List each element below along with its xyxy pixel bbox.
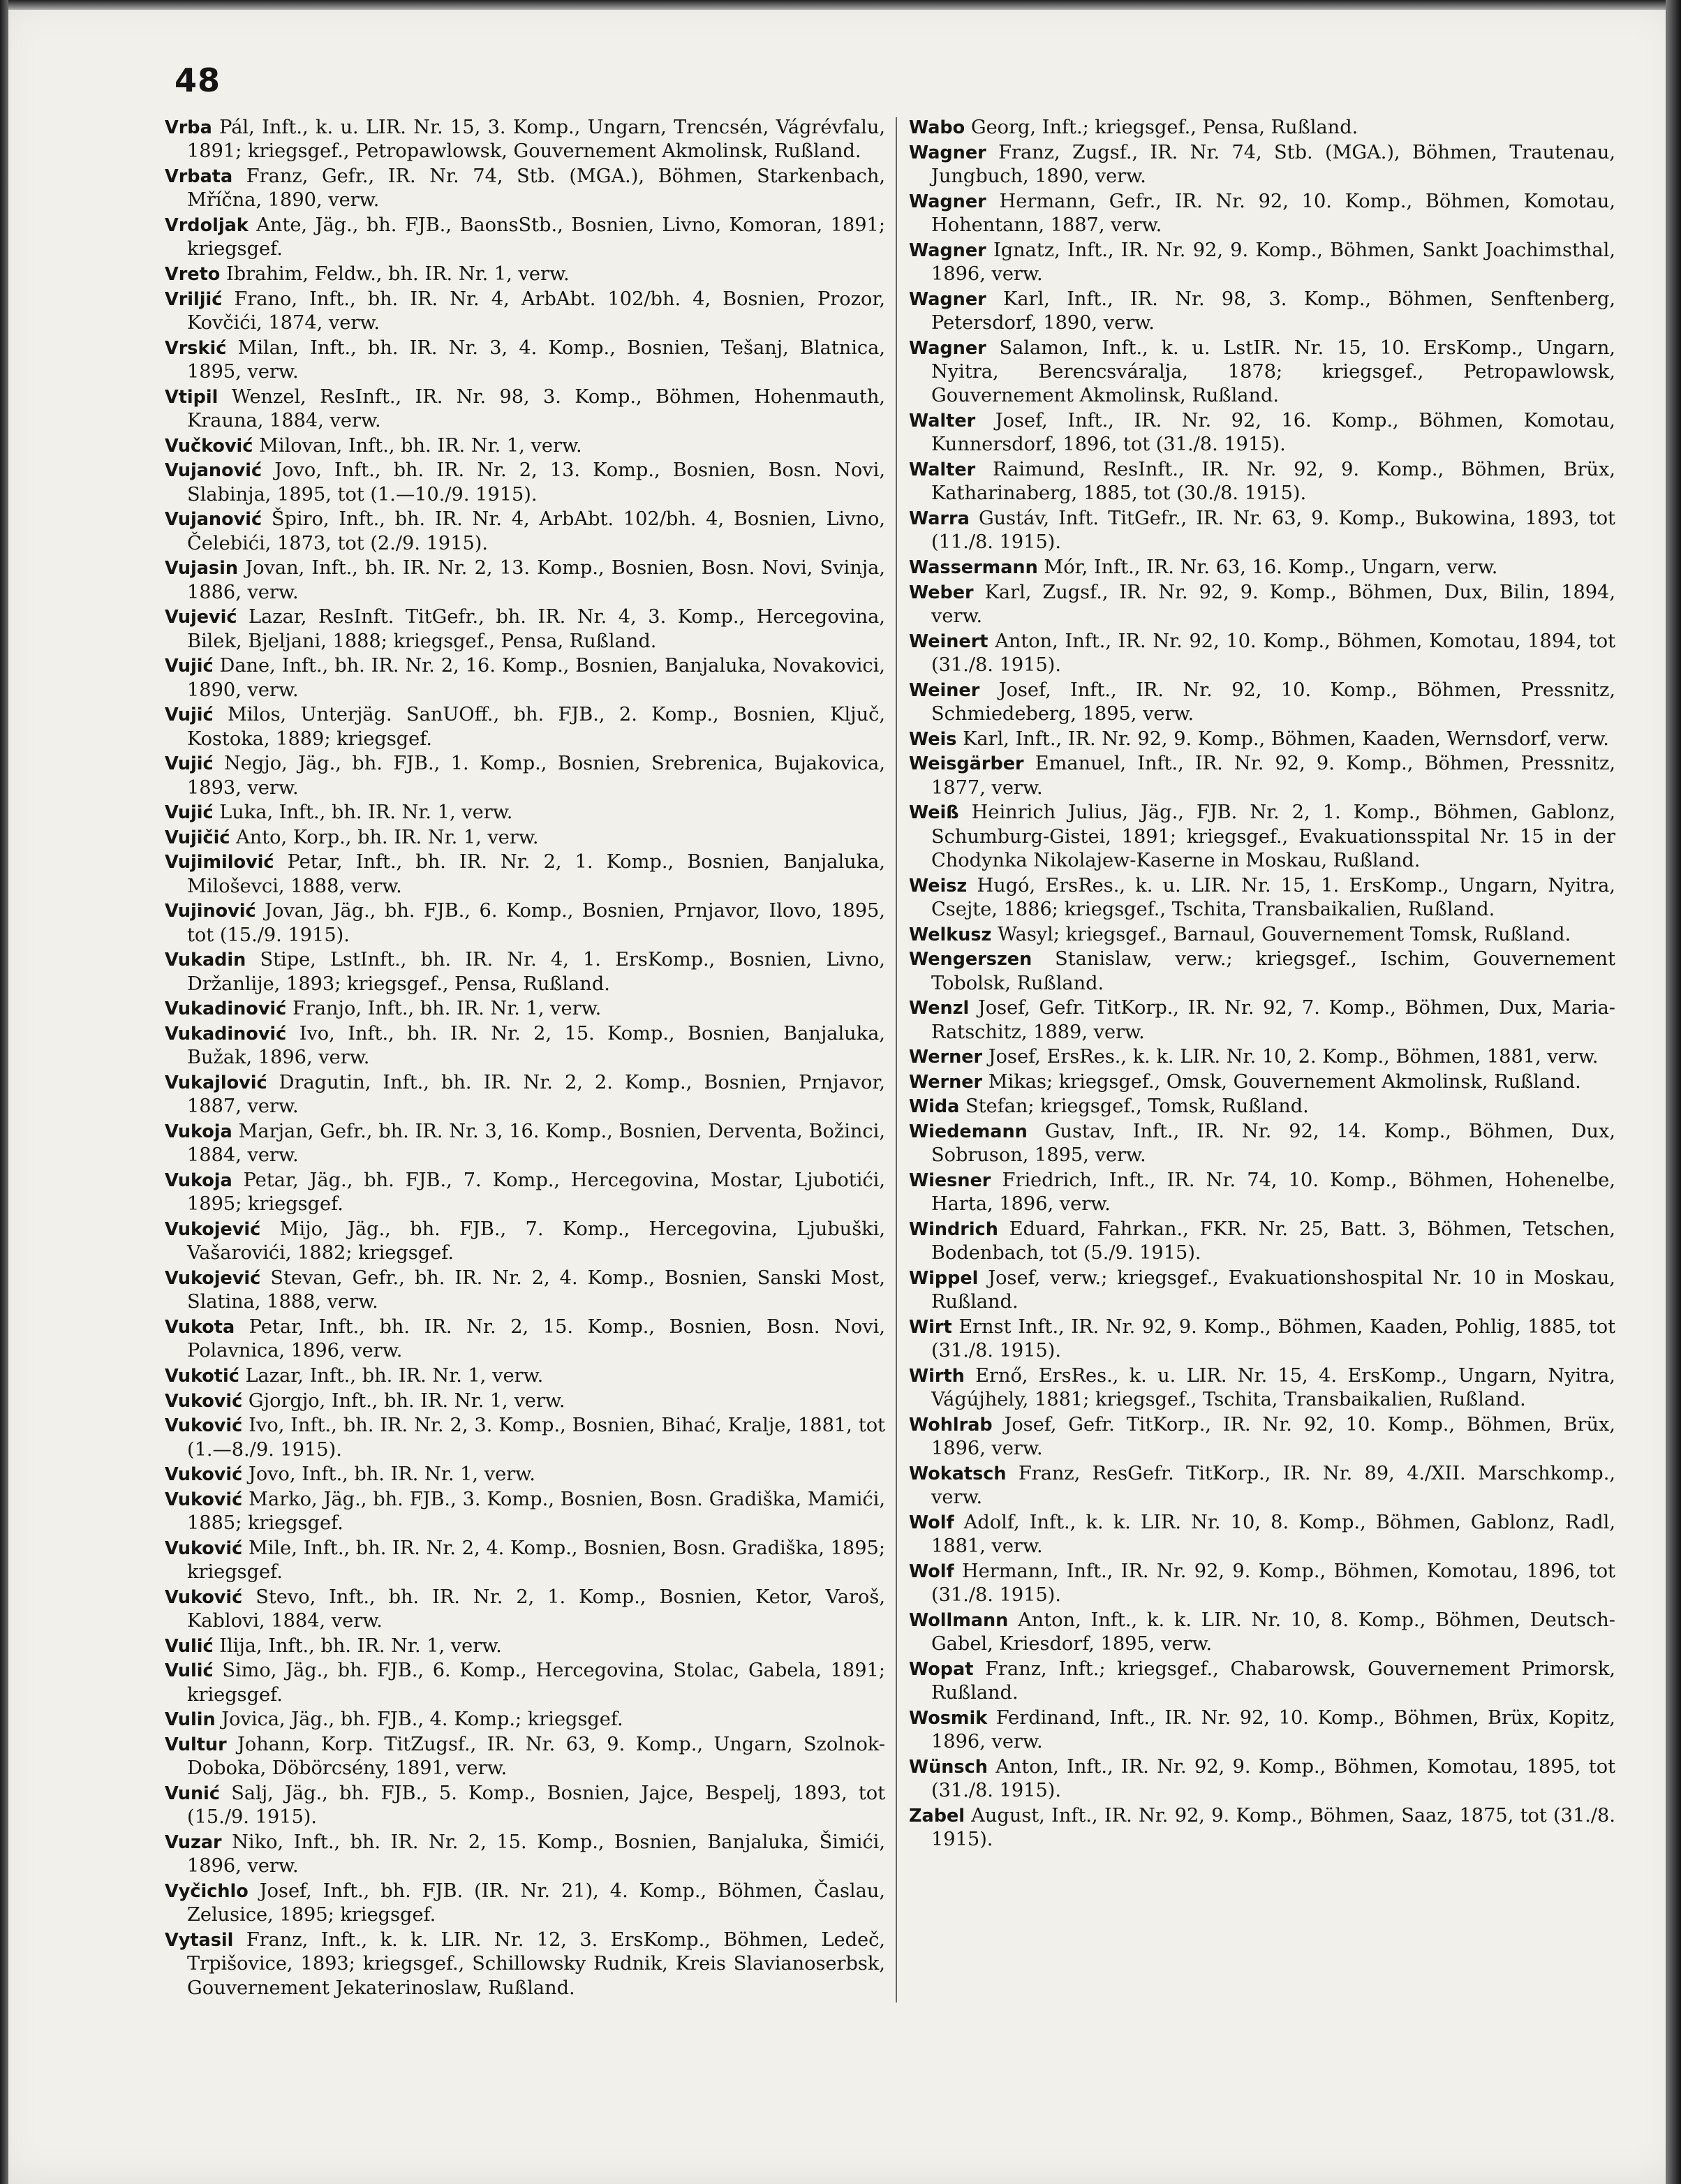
entry-surname: Weber [909,582,974,603]
list-entry [909,1609,1615,1657]
list-entry [165,1537,885,1585]
entry-surname: Warra [909,508,970,529]
entry-surname: Wünsch [909,1756,988,1778]
entry-surname: Vukotić [165,1365,239,1387]
entry-surname: Vuković [165,1537,243,1559]
list-entry [165,1315,885,1364]
entry-surname: Vuković [165,1390,243,1412]
entry-details: Jovo, Inft., bh. IR. Nr. 1, verw. [248,1463,535,1486]
entry-details: Ante, Jäg., bh. FJB., BaonsStb., Bosnien, Livno, Komoran, 1891; kriegsgef. [187,214,885,260]
entry-details: Lazar, Inft., bh. IR. Nr. 1, verw. [245,1364,544,1387]
list-entry [909,1462,1615,1510]
entry-details: Ernő, ErsRes., k. u. LIR. Nr. 15, 4. ErsKomp., Ungarn, Nyitra, Vágújhely, 1881; kriegsgef., Tschita, Transbaikalien, Rußland. [931,1364,1615,1411]
entry-surname: Wabo [909,117,965,138]
entry-surname: Vulin [165,1709,216,1731]
entry-surname: Vulić [165,1635,214,1657]
list-entry [165,1463,885,1486]
entry-details: Adolf, Inft., k. k. LIR. Nr. 10, 8. Komp., Böhmen, Gablonz, Radl, 1881, verw. [931,1511,1615,1558]
entry-details: Franz, Inft., k. k. LIR. Nr. 12, 3. ErsKomp., Böhmen, Ledeč, Trpišovice, 1893; kriegsgef., Schillowsky Rudnik, Kreis Slavianoserbsk, Gouvernement Jekaterinoslaw, Rußland. [187,1928,885,1999]
entry-details: Stevo, Inft., bh. IR. Nr. 2, 1. Komp., Bosnien, Ketor, Varoš, Kablovi, 1884, verw. [187,1586,885,1632]
entry-surname: Wagner [909,142,986,163]
entry-details: Ferdinand, Inft., IR. Nr. 92, 10. Komp., Böhmen, Brüx, Kopitz, 1896, verw. [931,1706,1615,1753]
entry-details: Niko, Inft., bh. IR. Nr. 2, 15. Komp., Bosnien, Banjaluka, Šimići, 1896, verw. [187,1831,885,1877]
list-entry [909,1070,1615,1094]
entry-surname: Vujić [165,753,214,775]
entry-details: Negjo, Jäg., bh. FJB., 1. Komp., Bosnien, Srebrenica, Bujakovica, 1893, verw. [187,753,885,799]
entry-details: Karl, Inft., IR. Nr. 98, 3. Komp., Böhmen, Senftenberg, Petersdorf, 1890, verw. [931,288,1615,334]
entry-details: Dane, Inft., bh. IR. Nr. 2, 16. Komp., Bosnien, Banjaluka, Novakovici, 1890, verw. [187,655,885,701]
list-entry [165,337,885,385]
list-entry [165,1071,885,1119]
entry-surname: Vujić [165,704,214,726]
entry-details: Jovo, Inft., bh. IR. Nr. 2, 13. Komp., Bosnien, Bosn. Novi, Slabinja, 1895, tot (1.—10./9. 1915). [187,459,885,506]
entry-details: Jovan, Inft., bh. IR. Nr. 2, 13. Komp., Bosnien, Bosn. Novi, Svinja, 1886, verw. [187,557,885,603]
entry-surname: Wolf [909,1512,954,1533]
list-entry [909,1218,1615,1266]
list-entry [909,458,1615,506]
entry-surname: Vunić [165,1783,220,1804]
entry-details: Špiro, Inft., bh. IR. Nr. 4, ArbAbt. 102/bh. 4, Bosnien, Livno, Čelebići, 1873, tot (2./9. 1915). [187,508,885,554]
list-entry [165,1267,885,1315]
entry-details: Ignatz, Inft., IR. Nr. 92, 9. Komp., Böhmen, Sankt Joachimsthal, 1896, verw. [931,239,1615,285]
list-entry [909,752,1615,800]
list-entry [165,1022,885,1070]
entry-details: Stanislaw, verw.; kriegsgef., Ischim, Gouvernement Tobolsk, Rußland. [931,948,1615,994]
entry-details: Josef, verw.; kriegsgef., Evakuationshospital Nr. 10 in Moskau, Rußland. [931,1267,1615,1313]
entry-surname: Vrbata [165,166,233,187]
entry-details: Mijo, Jäg., bh. FJB., 7. Komp., Hercegovina, Ljubuški, Vašarovići, 1882; kriegsgef. [187,1218,885,1264]
list-entry [909,728,1615,751]
list-entry [909,239,1615,287]
list-entry [165,948,885,996]
list-entry [909,996,1615,1045]
list-entry [165,508,885,556]
entry-details: Raimund, ResInft., IR. Nr. 92, 9. Komp., Böhmen, Brüx, Katharinaberg, 1885, tot (30./8. 1915). [931,459,1615,505]
entry-surname: Werner [909,1047,983,1068]
entry-surname: Vuković [165,1586,243,1608]
entry-details: Wasyl; kriegsgef., Barnaul, Gouvernement Tomsk, Rußland. [998,923,1571,945]
entry-surname: Vučković [165,435,253,457]
entry-surname: Vrba [165,117,212,138]
entry-surname: Vultur [165,1734,227,1755]
list-entry [165,1708,885,1732]
entry-surname: Vulić [165,1660,214,1682]
entry-details: Heinrich Julius, Jäg., FJB. Nr. 2, 1. Komp., Böhmen, Gablonz, Schumburg-Gistei, 1891; kriegsgef., Evakuationsspital Nr. 15 in der Chodynka Nikolajew-Kaserne in Moskau, Rußland. [931,802,1615,871]
entry-details: Josef, ErsRes., k. k. LIR. Nr. 10, 2. Komp., Böhmen, 1881, verw. [988,1046,1599,1068]
entry-surname: Vrskić [165,337,227,359]
list-entry [165,1218,885,1266]
entry-surname: Vuković [165,1464,243,1486]
entry-details: Franz, Zugsf., IR. Nr. 74, Stb. (MGA.), Böhmen, Trautenau, Jungbuch, 1890, verw. [931,141,1615,187]
entry-details: Eduard, Fahrkan., FKR. Nr. 25, Batt. 3, Böhmen, Tetschen, Bodenbach, tot (5./9. 1915). [931,1218,1615,1264]
entry-surname: Vukota [165,1316,235,1338]
entry-details: Mikas; kriegsgef., Omsk, Gouvernement Akmolinsk, Rußland. [988,1070,1581,1093]
entry-surname: Wokatsch [909,1463,1007,1484]
entry-surname: Wagner [909,288,986,310]
entry-details: Petar, Inft., bh. IR. Nr. 2, 15. Komp., Bosnien, Bosn. Novi, Polavnica, 1896, verw. [187,1315,885,1362]
entry-details: Karl, Zugsf., IR. Nr. 92, 9. Komp., Böhmen, Dux, Bilin, 1894, verw. [931,581,1615,627]
entry-surname: Vyčichlo [165,1880,249,1902]
entry-surname: Vukoja [165,1121,232,1142]
entry-details: Emanuel, Inft., IR. Nr. 92, 9. Komp., Böhmen, Pressnitz, 1877, verw. [931,753,1615,799]
entry-details: Hermann, Gefr., IR. Nr. 92, 10. Komp., Böhmen, Komotau, Hohentann, 1887, verw. [931,190,1615,236]
entry-details: Ivo, Inft., bh. IR. Nr. 2, 3. Komp., Bosnien, Bihać, Kralje, 1881, tot (1.—8./9. 1915). [187,1415,885,1461]
entry-surname: Weis [909,728,957,750]
list-entry [165,288,885,336]
list-entry [165,850,885,899]
entry-details: Marko, Jäg., bh. FJB., 3. Komp., Bosnien, Bosn. Gradiška, Mamići, 1885; kriegsgef. [187,1488,885,1535]
entry-details: Milan, Inft., bh. IR. Nr. 3, 4. Komp., Bosnien, Tešanj, Blatnica, 1895, verw. [187,337,885,383]
list-entry [165,605,885,654]
list-entry [165,1488,885,1536]
entry-surname: Wolf [909,1560,954,1582]
list-entry [909,581,1615,629]
list-entry [165,1364,885,1388]
entry-surname: Vujasin [165,558,239,580]
list-entry [165,801,885,825]
list-entry [165,385,885,434]
entry-surname: Vujinović [165,901,256,922]
entry-details: Anton, Inft., k. k. LIR. Nr. 10, 8. Komp., Böhmen, Deutsch-Gabel, Kriesdorf, 1895, verw. [931,1609,1615,1655]
list-entry [165,1635,885,1658]
list-entry [165,1928,885,2000]
list-entry [165,752,885,800]
entry-details: Anton, Inft., IR. Nr. 92, 10. Komp., Böhmen, Komotau, 1894, tot (31./8. 1915). [931,630,1615,676]
entry-details: Ernst Inft., IR. Nr. 92, 9. Komp., Böhmen, Kaaden, Pohlig, 1885, tot (31./8. 1915). [931,1315,1615,1362]
entry-surname: Vujić [165,656,214,677]
list-entry [909,190,1615,238]
list-entry [165,1831,885,1879]
entry-surname: Vukojević [165,1267,261,1289]
entry-details: Milos, Unterjäg. SanUOff., bh. FJB., 2. Komp., Bosnien, Ključ, Kostoka, 1889; kriegsgef. [187,704,885,750]
entry-details: Josef, Inft., IR. Nr. 92, 10. Komp., Böhmen, Pressnitz, Schmiedeberg, 1895, verw. [931,679,1615,725]
entry-surname: Vukoja [165,1170,232,1191]
entry-details: Anton, Inft., IR. Nr. 92, 9. Komp., Böhmen, Komotau, 1895, tot (31./8. 1915). [931,1755,1615,1802]
entry-details: Jovica, Jäg., bh. FJB., 4. Komp.; kriegsgef. [221,1709,623,1731]
entry-details: Simo, Jäg., bh. FJB., 6. Komp., Hercegovina, Stolac, Gabela, 1891; kriegsgef. [187,1660,885,1706]
entry-details: Josef, Inft., IR. Nr. 92, 16. Komp., Böhmen, Komotau, Kunnersdorf, 1896, tot (31./8. 1915). [931,410,1615,456]
list-entry [165,1659,885,1707]
entry-surname: Wosmik [909,1707,988,1729]
entry-details: Josef, Inft., bh. FJB. (IR. Nr. 21), 4. Komp., Böhmen, Časlau, Zelusice, 1895; kriegsgef. [187,1880,885,1926]
entry-surname: Vuzar [165,1831,222,1853]
list-entry [909,923,1615,947]
entry-details: Anto, Korp., bh. IR. Nr. 1, verw. [236,826,539,848]
entry-details: Josef, Gefr. TitKorp., IR. Nr. 92, 10. Komp., Böhmen, Brüx, 1896, verw. [931,1413,1615,1460]
entry-surname: Wirt [909,1316,952,1338]
entry-surname: Wiesner [909,1170,991,1191]
entry-details: Mór, Inft., IR. Nr. 63, 16. Komp., Ungarn, verw. [1044,556,1498,578]
list-entry [909,1169,1615,1217]
list-entry [909,801,1615,873]
entry-surname: Wenzl [909,998,970,1019]
entry-surname: Vujanović [165,460,262,482]
entry-surname: Wollmann [909,1609,1009,1631]
list-entry [165,165,885,213]
entry-surname: Vuković [165,1415,243,1437]
entry-details: Mile, Inft., bh. IR. Nr. 2, 4. Komp., Bosnien, Bosn. Gradiška, 1895; kriegsgef. [187,1537,885,1584]
entry-details: Georg, Inft.; kriegsgef., Pensa, Rußland. [970,117,1358,138]
entry-details: Karl, Inft., IR. Nr. 92, 9. Komp., Böhmen, Kaaden, Wernsdorf, verw. [963,728,1609,750]
entry-surname: Vujić [165,802,214,824]
entry-surname: Werner [909,1071,983,1093]
list-entry [165,214,885,262]
list-entry [909,409,1615,457]
list-entry [909,1045,1615,1069]
entry-surname: Vujanović [165,509,262,531]
entry-details: Gjorgjo, Inft., bh. IR. Nr. 1, verw. [248,1389,565,1412]
list-entry [909,1511,1615,1559]
entry-surname: Wagner [909,239,986,261]
entry-details: Ivo, Inft., bh. IR. Nr. 2, 15. Komp., Bosnien, Banjaluka, Bužak, 1896, verw. [187,1022,885,1069]
entry-surname: Wagner [909,337,986,359]
entry-surname: Vtipil [165,386,219,408]
list-entry [165,1782,885,1830]
entry-details: Ilija, Inft., bh. IR. Nr. 1, verw. [219,1635,502,1657]
list-entry [165,459,885,507]
entry-surname: Wippel [909,1267,979,1289]
entry-surname: Weisz [909,875,968,897]
entry-details: Jovan, Jäg., bh. FJB., 6. Komp., Bosnien, Prnjavor, Ilovo, 1895, tot (15./9. 1915). [187,900,885,946]
list-entry [909,1120,1615,1168]
entry-surname: Weisgärber [909,753,1024,775]
column-divider [896,117,897,2002]
list-entry [165,556,885,605]
list-entry [909,337,1615,408]
list-entry [909,947,1615,996]
list-entry [165,826,885,850]
entry-details: Gustav, Inft., IR. Nr. 92, 14. Komp., Böhmen, Dux, Sobruson, 1895, verw. [931,1120,1615,1167]
entry-surname: Wiedemann [909,1121,1028,1142]
entry-details: Stipe, LstInft., bh. IR. Nr. 4, 1. ErsKomp., Bosnien, Livno, Držanlije, 1893; kriegsgef., Pensa, Rußland. [187,949,885,995]
entry-surname: Wohlrab [909,1414,993,1436]
list-entry [909,630,1615,678]
entry-details: Milovan, Inft., bh. IR. Nr. 1, verw. [259,434,582,457]
entry-surname: Wida [909,1096,960,1118]
list-entry [909,507,1615,555]
entry-details: Franz, ResGefr. TitKorp., IR. Nr. 89, 4./XII. Marschkomp., verw. [931,1462,1615,1509]
list-entry [909,1364,1615,1412]
entry-details: Salj, Jäg., bh. FJB., 5. Komp., Bosnien, Jajce, Bespelj, 1893, tot (15./9. 1915). [187,1782,885,1829]
list-entry [909,874,1615,922]
entry-details: Petar, Jäg., bh. FJB., 7. Komp., Hercegovina, Mostar, Ljubotići, 1895; kriegsgef. [187,1169,885,1216]
left-column [165,116,885,2001]
entry-details: Salamon, Inft., k. u. LstIR. Nr. 15, 10. ErsKomp., Ungarn, Nyitra, Berencsváralja, 1878; kriegsgef., Petropawlowsk, Gouvernement Akmolinsk, Rußland. [931,337,1615,407]
entry-surname: Wirth [909,1365,965,1387]
entry-details: Lazar, ResInft. TitGefr., bh. IR. Nr. 4, 3. Komp., Hercegovina, Bilek, Bjeljani, 1888; kriegsgef., Pensa, Rußland. [187,606,885,652]
entry-surname: Weinert [909,630,988,652]
list-entry [909,1804,1615,1852]
entry-surname: Vukadin [165,950,246,971]
list-entry [909,1706,1615,1755]
entry-surname: Wopat [909,1658,974,1680]
list-entry [165,703,885,751]
entry-details: Pál, Inft., k. u. LIR. Nr. 15, 3. Komp., Ungarn, Trencsén, Vágrévfalu, 1891; kriegsgef., Petropawlowsk, Gouvernement Akmolinsk, Rußland. [187,117,885,163]
list-entry [909,1315,1615,1364]
entry-details: Wenzel, ResInft., IR. Nr. 98, 3. Komp., Böhmen, Hohenmauth, Krauna, 1884, verw. [187,385,885,431]
list-entry [165,654,885,702]
list-entry [165,1733,885,1781]
entry-surname: Weiner [909,679,980,701]
list-entry [909,1267,1615,1315]
entry-surname: Vytasil [165,1929,234,1951]
list-entry [165,1169,885,1217]
entry-surname: Vriljić [165,288,223,310]
list-entry [165,263,885,286]
list-entry [165,1389,885,1413]
entry-surname: Vujičić [165,827,230,848]
list-entry [909,679,1615,727]
scan-edge-left [0,0,8,2184]
entry-surname: Walter [909,411,976,431]
entry-surname: Welkusz [909,924,992,945]
entry-details: Gustáv, Inft. TitGefr., IR. Nr. 63, 9. Komp., Bukowina, 1893, tot (11./8. 1915). [931,508,1615,554]
list-entry [909,1095,1615,1119]
list-entry [165,997,885,1021]
list-entry [909,1560,1615,1608]
entry-surname: Windrich [909,1218,998,1240]
entry-surname: Vukadinović [165,1023,287,1045]
scan-edge-right [1666,0,1681,2184]
entry-surname: Vrdoljak [165,215,249,236]
entry-surname: Vujević [165,607,237,628]
list-entry [909,1413,1615,1461]
entry-details: Franz, Inft.; kriegsgef., Chabarowsk, Gouvernement Primorsk, Rußland. [931,1658,1615,1704]
list-entry [165,1120,885,1168]
entry-details: August, Inft., IR. Nr. 92, 9. Komp., Böhmen, Saaz, 1875, tot (31./8. 1915). [931,1804,1615,1851]
list-entry [165,899,885,947]
entry-surname: Vujimilović [165,852,274,873]
entry-details: Franz, Gefr., IR. Nr. 74, Stb. (MGA.), Böhmen, Starkenbach, Mříčna, 1890, verw. [187,165,885,212]
entry-details: Hermann, Inft., IR. Nr. 92, 9. Komp., Böhmen, Komotau, 1896, tot (31./8. 1915). [931,1560,1615,1607]
entry-surname: Vuković [165,1489,243,1510]
entry-surname: Wengerszen [909,949,1032,971]
entry-surname: Walter [909,459,976,480]
entry-details: Josef, Gefr. TitKorp., IR. Nr. 92, 7. Komp., Böhmen, Dux, Maria-Ratschitz, 1889, verw. [931,997,1615,1043]
list-entry [909,556,1615,580]
entry-details: Marjan, Gefr., bh. IR. Nr. 3, 16. Komp., Bosnien, Derventa, Božinci, 1884, verw. [187,1120,885,1167]
entry-details: Dragutin, Inft., bh. IR. Nr. 2, 2. Komp., Bosnien, Prnjavor, 1887, verw. [187,1071,885,1118]
entry-surname: Zabel [909,1805,965,1827]
entry-details: Johann, Korp. TitZugsf., IR. Nr. 63, 9. Komp., Ungarn, Szolnok-Doboka, Döbörcsény, 1891, verw. [187,1733,885,1780]
entry-details: Luka, Inft., bh. IR. Nr. 1, verw. [219,802,513,824]
list-entry [909,1755,1615,1803]
entry-surname: Wagner [909,191,986,212]
list-entry [165,1414,885,1462]
entry-surname: Wassermann [909,557,1038,578]
entry-details: Friedrich, Inft., IR. Nr. 74, 10. Komp., Böhmen, Hohenelbe, Harta, 1896, verw. [931,1169,1615,1216]
entry-details: Franjo, Inft., bh. IR. Nr. 1, verw. [292,998,602,1020]
entry-surname: Vukojević [165,1218,261,1240]
list-entry [909,116,1615,140]
list-entry [165,434,885,458]
right-column [909,116,1615,1853]
entry-details: Stevan, Gefr., bh. IR. Nr. 2, 4. Komp., Bosnien, Sanski Most, Slatina, 1888, verw. [187,1267,885,1313]
entry-details: Hugó, ErsRes., k. u. LIR. Nr. 15, 1. ErsKomp., Ungarn, Nyitra, Csejte, 1886; kriegsgef., Tschita, Transbaikalien, Rußland. [931,874,1615,920]
entry-surname: Weiß [909,802,959,824]
list-entry [909,288,1615,336]
list-entry [165,1586,885,1634]
entry-details: Stefan; kriegsgef., Tomsk, Rußland. [965,1095,1309,1118]
entry-surname: Vukadinović [165,998,287,1020]
list-entry [909,141,1615,189]
list-entry [909,1658,1615,1706]
page-number: 48 [175,61,221,99]
entry-details: Frano, Inft., bh. IR. Nr. 4, ArbAbt. 102/bh. 4, Bosnien, Prozor, Kovčići, 1874, verw. [187,288,885,334]
entry-details: Ibrahim, Feldw., bh. IR. Nr. 1, verw. [225,263,570,285]
list-entry [165,1880,885,1928]
entry-surname: Vukajlović [165,1072,267,1093]
entry-surname: Vreto [165,264,221,285]
list-entry [165,116,885,164]
entry-details: Petar, Inft., bh. IR. Nr. 2, 1. Komp., Bosnien, Banjaluka, Miloševci, 1888, verw. [187,851,885,897]
scan-edge-top [0,0,1681,10]
